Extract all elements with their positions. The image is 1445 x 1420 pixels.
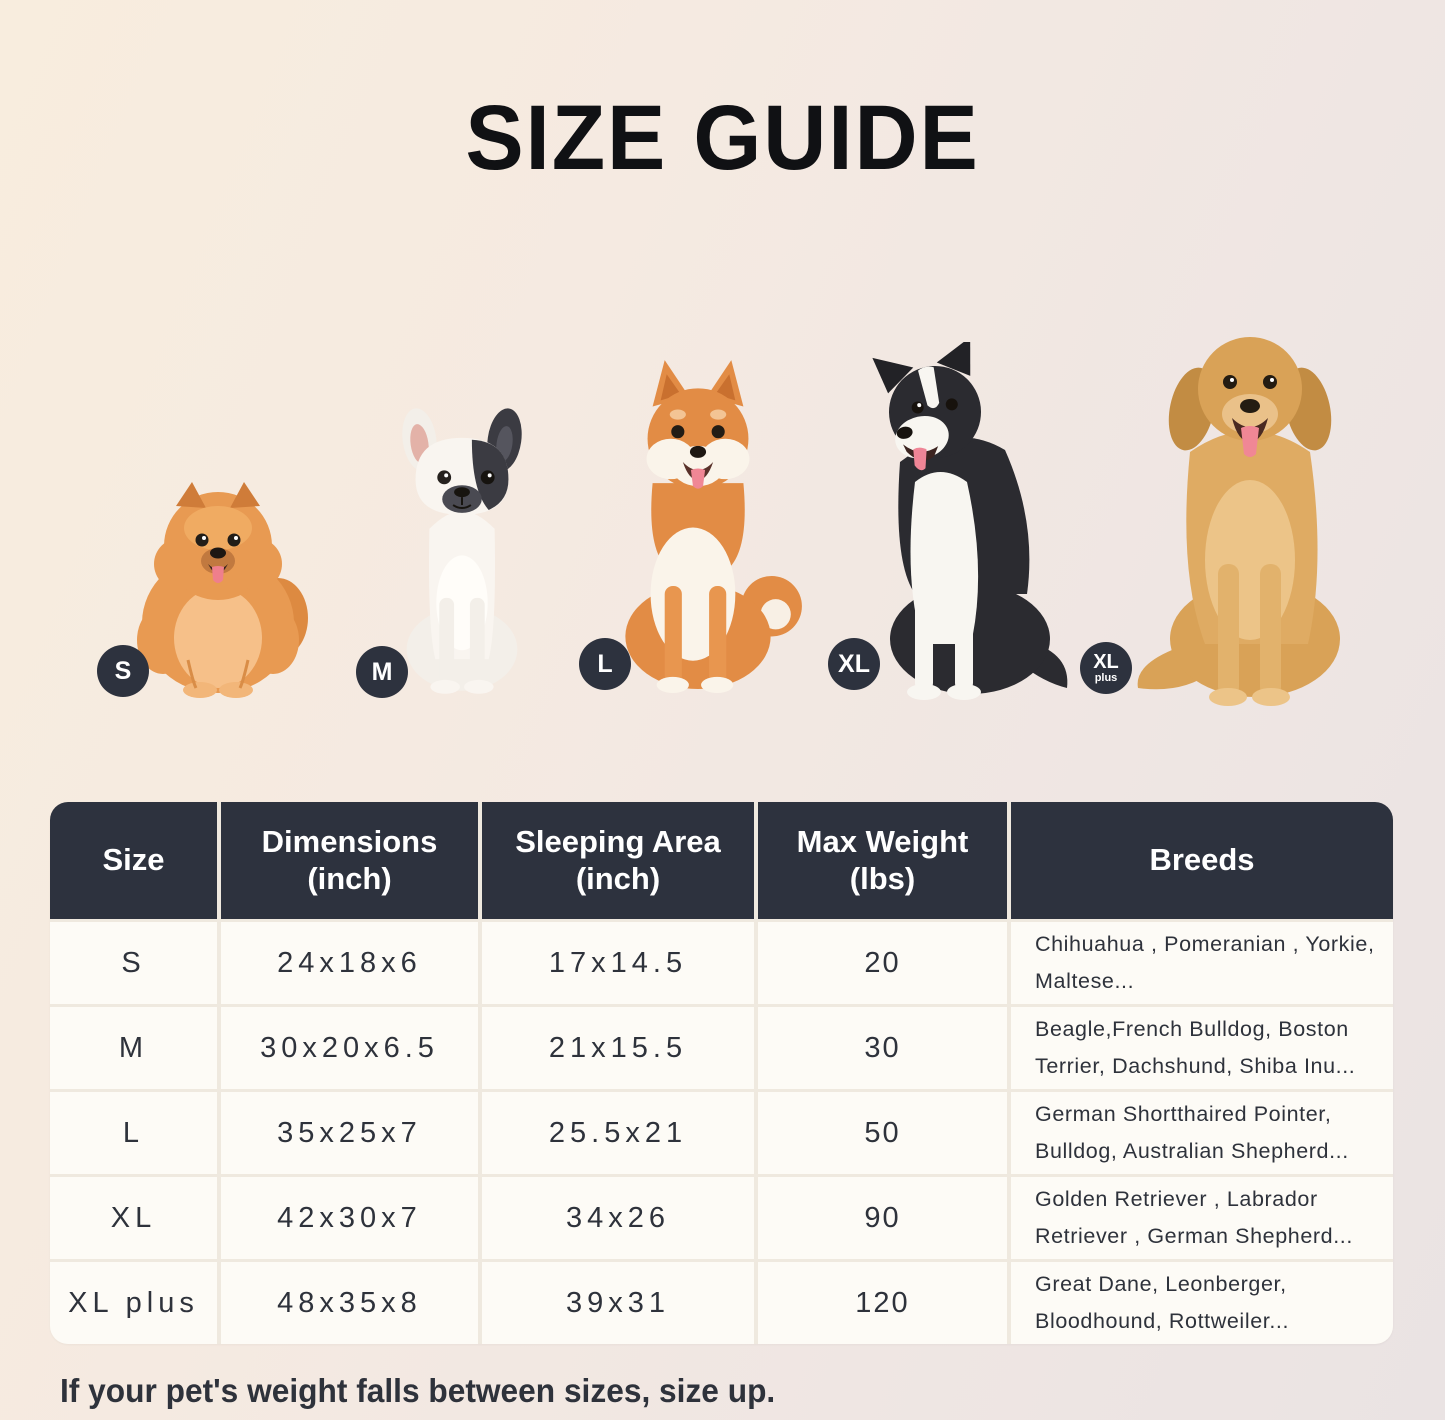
sleeping-area-cell: 17x14.5	[482, 922, 754, 1004]
sleeping-area-cell: 34x26	[482, 1177, 754, 1259]
size-cell: L	[50, 1092, 217, 1174]
header-label: Dimensions	[261, 823, 438, 859]
sleeping-area-cell: 25.5x21	[482, 1092, 754, 1174]
dimensions-cell: 42x30x7	[221, 1177, 478, 1259]
header-label: Breeds	[1149, 842, 1255, 878]
header-size	[50, 802, 217, 919]
sizing-note: If your pet's weight falls between sizes, size up.	[60, 1372, 776, 1409]
badge-sublabel: plus	[1094, 672, 1118, 684]
max-weight-cell: 90	[758, 1177, 1007, 1259]
dimensions-cell: 48x35x8	[221, 1262, 478, 1344]
border-collie-illustration	[845, 342, 1075, 702]
size-cell: M	[50, 1007, 217, 1089]
badge-label: XL	[1093, 651, 1119, 673]
size-badge-l	[579, 638, 631, 690]
size-cell: XL plus	[50, 1262, 217, 1344]
shiba-inu-svg	[592, 352, 804, 695]
max-weight-cell: 120	[758, 1262, 1007, 1344]
size-cell: S	[50, 922, 217, 1004]
max-weight-cell: 20	[758, 922, 1007, 1004]
header-sublabel: (inch)	[575, 860, 661, 896]
size-cell: XL	[50, 1177, 217, 1259]
badge-label: M	[371, 657, 393, 686]
size-badge-m	[356, 646, 408, 698]
breeds-cell: Great Dane, Leonberger, Bloodhound, Rottweiler...	[1011, 1262, 1393, 1344]
badge-label: S	[114, 656, 132, 685]
header-label: Max Weight	[796, 823, 969, 859]
golden-retriever-svg	[1130, 312, 1370, 707]
page-title: SIZE GUIDE	[465, 87, 980, 189]
shiba-inu-illustration	[592, 352, 804, 695]
badge-label: L	[597, 649, 613, 678]
sleeping-area-cell: 39x31	[482, 1262, 754, 1344]
dimensions-cell: 30x20x6.5	[221, 1007, 478, 1089]
dimensions-cell: 35x25x7	[221, 1092, 478, 1174]
header-breeds	[1011, 802, 1393, 919]
header-sleeping-area	[482, 802, 754, 919]
size-badge-xl-plus	[1080, 642, 1132, 694]
breeds-cell: Beagle,French Bulldog, Boston Terrier, Dachshund, Shiba Inu...	[1011, 1007, 1393, 1089]
header-dimensions	[221, 802, 478, 919]
header-label: Size	[102, 842, 165, 878]
size-badge-xl	[828, 638, 880, 690]
sleeping-area-cell: 21x15.5	[482, 1007, 754, 1089]
breeds-cell: Golden Retriever , Labrador Retriever , German Shepherd...	[1011, 1177, 1393, 1259]
size-guide-table	[50, 802, 1393, 1344]
border-collie-svg	[845, 342, 1075, 702]
badge-label: XL	[838, 649, 870, 678]
header-sublabel: (lbs)	[849, 860, 916, 896]
dimensions-cell: 24x18x6	[221, 922, 478, 1004]
max-weight-cell: 50	[758, 1092, 1007, 1174]
golden-retriever-illustration	[1130, 312, 1370, 707]
breeds-cell: German Shortthaired Pointer, Bulldog, Australian Shepherd...	[1011, 1092, 1393, 1174]
french-bulldog-svg	[378, 400, 546, 697]
header-sublabel: (inch)	[307, 860, 392, 896]
header-label: Sleeping Area	[515, 823, 721, 859]
breeds-cell: Chihuahua , Pomeranian , Yorkie, Maltese...	[1011, 922, 1393, 1004]
header-max-weight	[758, 802, 1007, 919]
french-bulldog-illustration	[378, 400, 546, 697]
max-weight-cell: 30	[758, 1007, 1007, 1089]
size-badge-s	[97, 645, 149, 697]
